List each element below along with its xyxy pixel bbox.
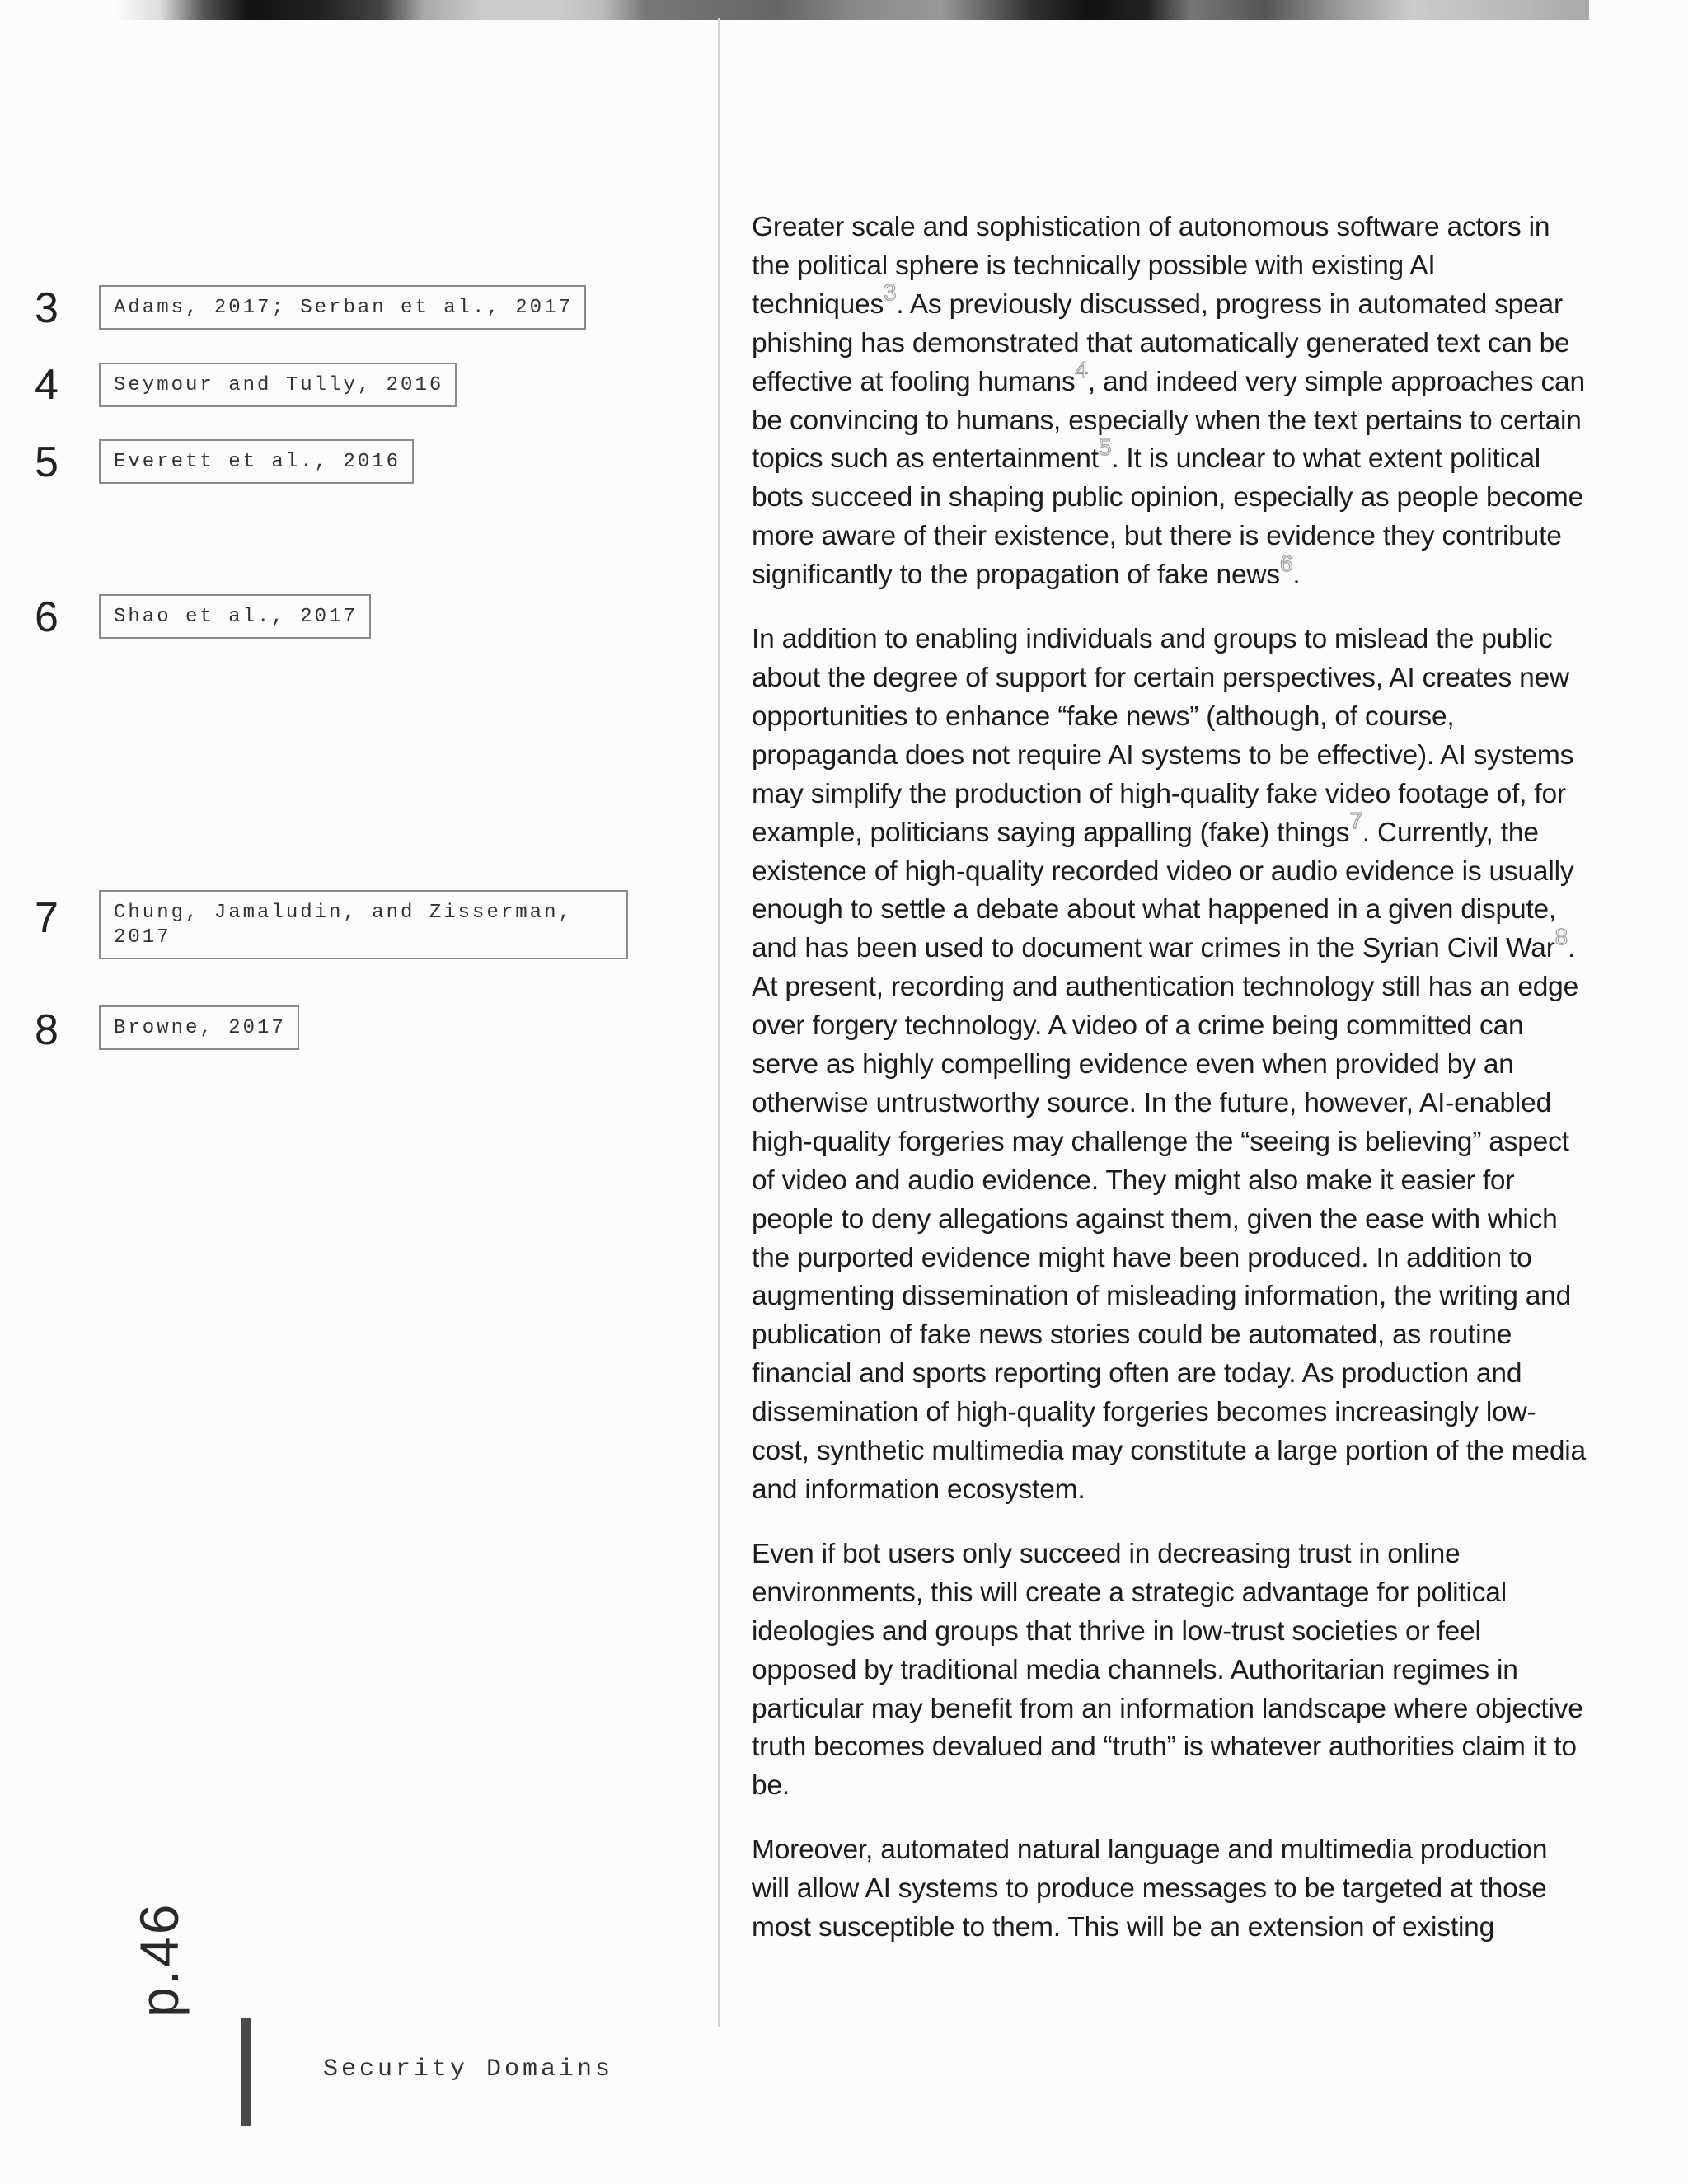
paragraph: Even if bot users only succeed in decreasing trust in online environments, this will create a strategic advantage for political ideologies and groups that thrive in low-trust societies or feel opposed by traditional media channels. Authoritarian regimes in particular may benefit from an information landscape where objective truth becomes devalued and “truth” is whatever authorities claim it to be.: [752, 1538, 1583, 1802]
text-run: . At present, recording and authentication technology still has an edge over forgery technology. A video of a crime being committed can serve as highly compelling evidence even when provided by an otherwise untrustworthy source. In the future, however, AI-enabled high-quality forgeries may challenge the “seeing is believing” aspect of video and audio evidence. They might also make it easier for people to deny allegations against them, given the ease with which the purported evidence might have been produced. In addition to augmenting dissemination of misleading information, the writing and publication of fake news stories could be automated, as routine financial and sports reporting often are today. As production and dissemination of high-quality forgeries becomes increasingly low-cost, synthetic multimedia may constitute a large portion of the media and information ecosystem.: [752, 933, 1586, 1505]
page-number: p.46: [129, 1901, 190, 2018]
section-title: Security Domains: [323, 2055, 614, 2083]
sidenote-number: 4: [35, 361, 59, 409]
text-run: . Currently, the existence of high-quality recorded video or audio evidence is usually enough to settle a debate about what happened in a given dispute, and has been used to document war crimes in the Syrian Civil War: [752, 817, 1574, 964]
footnote-marker[interactable]: 3: [884, 279, 897, 306]
paragraph: Moreover, automated natural language and multimedia production will allow AI systems to produce messages to be targeted at those most susceptible to them. This will be an extension of existing: [752, 1835, 1548, 1943]
text-run: .: [1292, 560, 1301, 591]
sidenote-number: 5: [35, 438, 59, 486]
text-run: Greater scale and sophistication of autonomous software actors in the political sphere is technically possible with existing AI techniques: [752, 212, 1550, 320]
sidenote-reference: Seymour and Tully, 2016: [99, 363, 457, 407]
paragraph: [752, 209, 1588, 595]
sidenote-number: 8: [35, 1006, 59, 1054]
sidenote-number: 7: [35, 894, 59, 942]
sidenote-reference: Shao et al., 2017: [99, 594, 371, 639]
text-run: . It is unclear to what extent political bots succeed in shaping public opinion, especially as people become more aware of their existence, but there is evidence they contribute significantly to the propagation of fake news: [752, 443, 1584, 591]
sidenote-number: 3: [35, 284, 59, 332]
footnote-marker[interactable]: 7: [1349, 808, 1362, 834]
sidenote-number: 6: [35, 593, 59, 641]
footnote-marker[interactable]: 4: [1075, 357, 1088, 383]
footnote-marker[interactable]: 5: [1098, 434, 1112, 461]
header-gradient-band: [115, 0, 1589, 20]
paragraph: [752, 621, 1588, 1510]
footnote-marker[interactable]: 6: [1279, 550, 1293, 576]
text-run: In addition to enabling individuals and groups to mislead the public about the degree of support for certain perspectives, AI creates new opportunities to enhance “fake news” (although, of course, propaganda does not require AI systems to be effective). AI systems may simplify the production of high-quality fake video footage of, for example, politicians saying appalling (fake) things: [752, 624, 1574, 848]
text-run: . As previously discussed, progress in automated spear phishing has demonstrated that automatically generated text can be effective at fooling humans: [752, 288, 1570, 397]
main-text: [752, 209, 1588, 1973]
sidenote-reference: Chung, Jamaludin, and Zisserman, 2017: [99, 890, 628, 959]
column-divider: [718, 18, 720, 2027]
sidenote-reference: Everett et al., 2016: [99, 439, 414, 484]
footnote-marker[interactable]: 8: [1554, 923, 1568, 949]
page-marker-bar: [241, 2018, 251, 2126]
text-run: , and indeed very simple approaches can be convincing to humans, especially when the text pertains to certain topics such as entertainment: [752, 366, 1585, 475]
sidenote-reference: Browne, 2017: [99, 1005, 299, 1050]
sidenote-reference: Adams, 2017; Serban et al., 2017: [99, 285, 586, 330]
